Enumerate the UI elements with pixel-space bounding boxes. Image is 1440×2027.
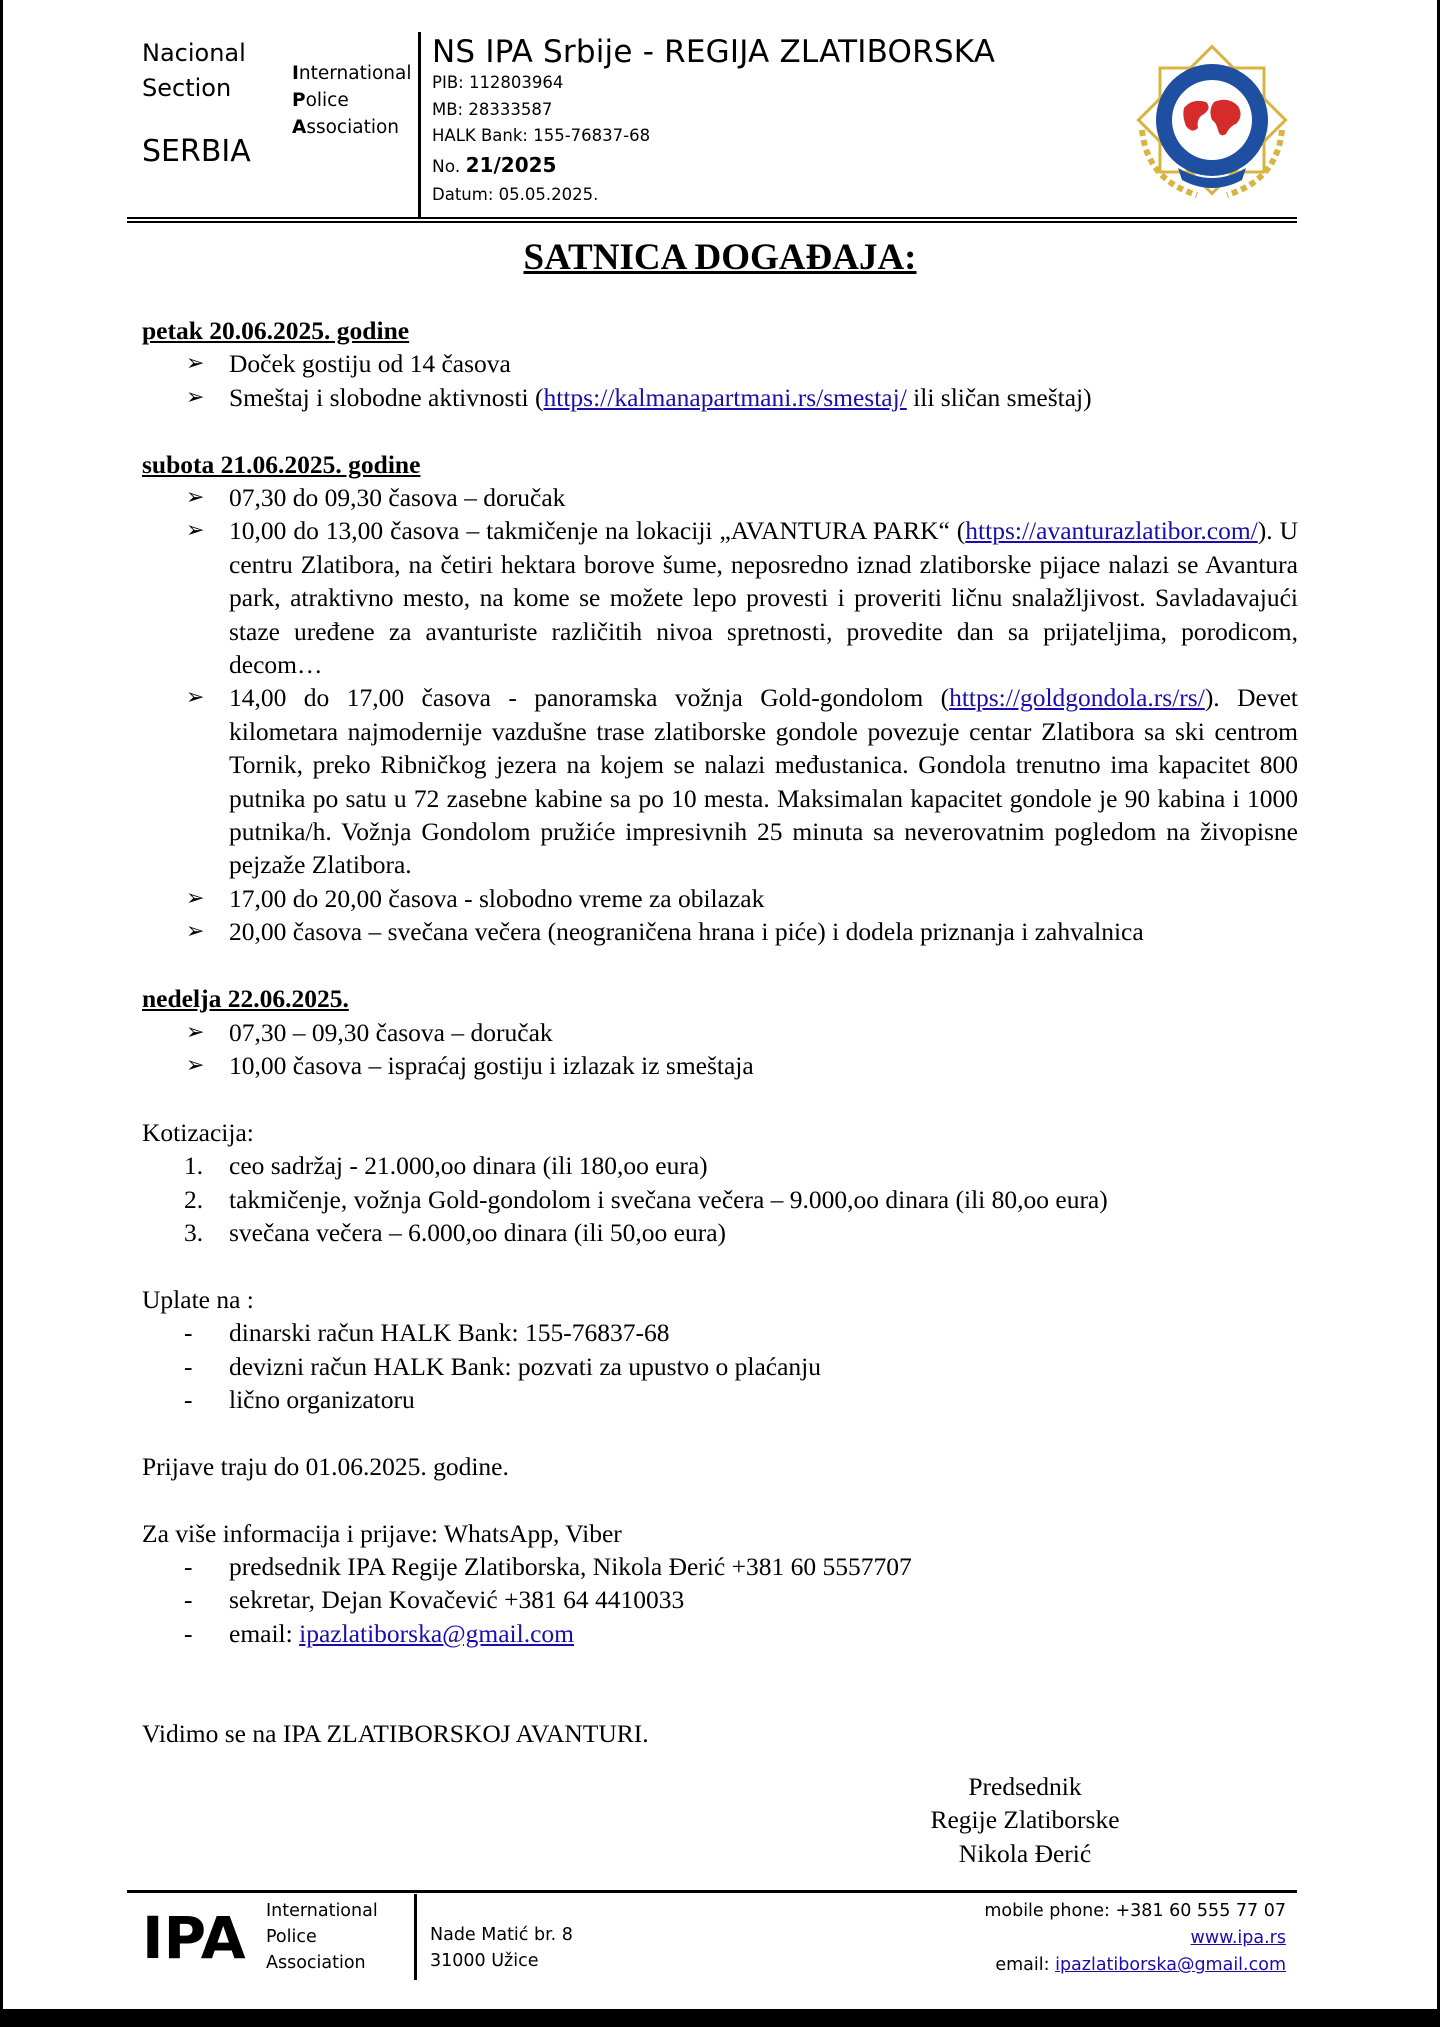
list-item: ➢ 07,30 – 09,30 časova – doručak <box>229 1016 1298 1049</box>
day-heading: petak 20.06.2025. godine <box>142 316 410 345</box>
page-title: SATNICA DOGAĐAJA: <box>523 237 917 278</box>
contacts-list <box>142 1550 1298 1650</box>
arrow-bullet-icon: ➢ <box>186 1052 205 1078</box>
ipa-name-block: International Police Association <box>292 63 412 138</box>
payments-label: Uplate na : <box>142 1284 254 1314</box>
bank-account: HALK Bank: 155-76837-68 <box>432 126 651 145</box>
list-item: ➢ 10,00 do 13,00 časova – takmičenje na lokaciji „AVANTURA PARK“ (https://avanturazlatibor.com/). U centru Zlatibora, na četiri hektara borove šume, neposredno iznad zlatiborske pijace nalazi se Avantura park, atraktivno mesto, na kome se možete lepo provesti i proveriti ličnu snalažljivost. Savladavajući staze uređene za avanturiste različitih nivoa spretnosti, provedite dan sa prijateljima, porodicom, decom… <box>186 516 1298 680</box>
fees-label: Kotizacija: <box>142 1117 254 1147</box>
footer-divider <box>414 1894 417 1980</box>
list-item: ➢ 17,00 do 20,00 časova - slobodno vreme za obilazak <box>229 882 1298 915</box>
document-date: Datum: 05.05.2025. <box>432 184 599 204</box>
country-label: SERBIA <box>142 134 251 169</box>
list-item: - predsednik IPA Regije Zlatiborska, Nikola Đerić +381 60 5557707 <box>184 1551 912 1581</box>
list-item: ➢ 20,00 časova – svečana večera (neograničena hrana i piće) i dodela priznanja i zahvalnica <box>229 915 1298 948</box>
list-item: - devizni račun HALK Bank: pozvati za upustvo o plaćanju <box>184 1351 821 1381</box>
list-item: 1. ceo sadržaj - 21.000,oo dinara (ili 180,oo eura) <box>184 1151 708 1181</box>
deadline: Prijave traju do 01.06.2025. godine. <box>142 1451 509 1481</box>
list-item: ➢ Doček gostiju od 14 časova <box>229 347 1298 380</box>
fees-list <box>142 1149 1298 1249</box>
schedule-list <box>142 481 1298 949</box>
ipa-logo-icon <box>1122 30 1302 210</box>
footer-email-link[interactable]: ipazlatiborska@gmail.com <box>1055 1955 1286 1975</box>
arrow-bullet-icon: ➢ <box>186 384 205 410</box>
header-divider <box>418 32 421 218</box>
arrow-bullet-icon: ➢ <box>186 485 205 511</box>
footer-ipa-logo: IPA <box>142 1904 246 1972</box>
arrow-bullet-icon: ➢ <box>186 885 205 911</box>
header-rule <box>127 217 1297 223</box>
list-item: 3. svečana večera – 6.000,oo dinara (ili 50,oo eura) <box>184 1217 727 1247</box>
letterhead <box>142 30 1298 220</box>
closing-line: Vidimo se na IPA ZLATIBORSKOJ AVANTURI. <box>142 1718 649 1748</box>
footer-website-link[interactable]: www.ipa.rs <box>1190 1928 1286 1948</box>
pib: PIB: 112803964 <box>432 73 564 92</box>
signature-block: Predsednik Regije Zlatiborske Nikola Đerić <box>930 1772 1120 1868</box>
list-item: ➢ 10,00 časova – ispraćaj gostiju i izlazak iz smeštaja <box>229 1049 1298 1082</box>
schedule-list <box>142 1016 1298 1083</box>
payments-list <box>142 1316 1298 1416</box>
arrow-bullet-icon: ➢ <box>186 685 205 711</box>
national-section: Nacional Section <box>142 39 246 102</box>
org-info <box>432 34 995 208</box>
arrow-bullet-icon: ➢ <box>186 351 205 377</box>
list-item: - lično organizatoru <box>184 1384 415 1414</box>
contact-email-link[interactable]: ipazlatiborska@gmail.com <box>299 1618 574 1648</box>
document-number: No. 21/2025 <box>432 152 557 177</box>
day-heading: subota 21.06.2025. godine <box>142 449 421 479</box>
accommodation-link[interactable]: https://kalmanapartmani.rs/smestaj/ <box>543 382 907 412</box>
arrow-bullet-icon: ➢ <box>186 1019 205 1045</box>
footer-address: Nade Matić br. 8 31000 Užice <box>430 1925 573 1971</box>
list-item: ➢ 14,00 do 17,00 časova - panoramska vožnja Gold-gondolom (https://goldgondola.rs/rs/). Devet kilometara najmodernije vazdušne trase zlatiborske gondole povezuje centar Zlatibora sa ski centrom Tornik, preko Ribničkog jezera na kojem se nalazi međustanica. Gondola trenutno ima kapacitet 800 putnika po satu u 72 zasebne kabine sa po 10 mesta. Maksimalan kapacitet gondole je 90 kabina i 1000 putnika/h. Vožnja Gondolom pružiće impresivnih 25 minuta sa neverovatnim pogledom na živopisne pejzaže Zlatibora. <box>186 683 1298 880</box>
schedule-list <box>142 347 1298 414</box>
mb: MB: 28333587 <box>432 99 553 119</box>
document-body <box>142 314 1298 1750</box>
org-title: NS IPA Srbije - REGIJA ZLATIBORSKA <box>432 34 996 70</box>
footer-ipa-name: International Police Association <box>266 1901 378 1973</box>
list-item: - sekretar, Dejan Kovačević +381 64 4410033 <box>184 1585 685 1615</box>
list-item: ➢ 07,30 do 09,30 časova – doručak <box>229 481 1298 514</box>
footer-rule <box>127 1890 1297 1893</box>
arrow-bullet-icon: ➢ <box>186 518 205 544</box>
list-item: 2. takmičenje, vožnja Gold-gondolom i svečana večera – 9.000,oo dinara (ili 80,oo eura) <box>184 1184 1108 1214</box>
list-item: - dinarski račun HALK Bank: 155-76837-68 <box>184 1318 670 1348</box>
info-label: Za više informacija i prijave: WhatsApp, Viber <box>142 1518 622 1548</box>
footer-mobile: mobile phone: +381 60 555 77 07 <box>984 1901 1286 1921</box>
gondola-link[interactable]: https://goldgondola.rs/rs/ <box>949 683 1205 713</box>
arrow-bullet-icon: ➢ <box>186 919 205 945</box>
list-item: ➢ Smeštaj i slobodne aktivnosti (https://kalmanapartmani.rs/smestaj/ ili sličan smeštaj) <box>229 381 1298 414</box>
avantura-link[interactable]: https://avanturazlatibor.com/ <box>965 516 1258 546</box>
day-heading: nedelja 22.06.2025. <box>142 984 349 1014</box>
footer-contact: mobile phone: +381 60 555 77 07 www.ipa.rs email: ipazlatiborska@gmail.com <box>984 1898 1286 1979</box>
list-item: - email: ipazlatiborska@gmail.com <box>184 1618 574 1648</box>
